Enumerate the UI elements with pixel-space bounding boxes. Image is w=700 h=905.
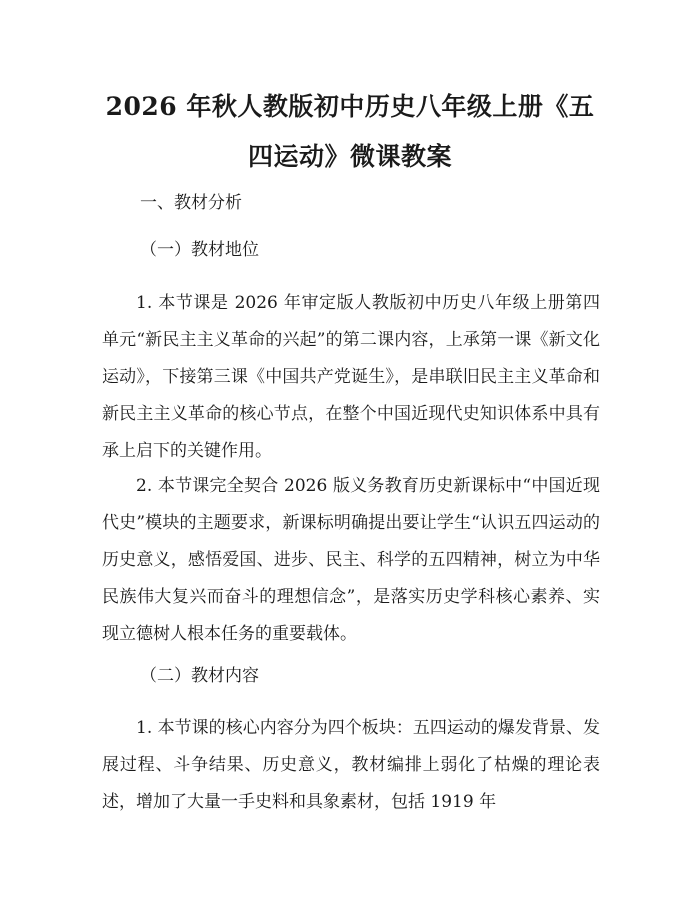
paragraph-textbook-position-1: 1. 本节课是 2026 年审定版人教版初中历史八年级上册第四单元“新民主主义革命的兴起”的第二课内容，上承第一课《新文化运动》，下接第三课《中国共产党诞生》，是串联旧民主主义革命和新民主主义革命的核心节点，在整个中国近现代史知识体系中具有承上启下的关键作用。 [102, 293, 600, 461]
subsection-heading-textbook-position: （一）教材地位 [140, 240, 259, 260]
paragraph-textbook-content-1: 1. 本节课的核心内容分为四个板块：五四运动的爆发背景、发展过程、斗争结果、历史意义，教材编排上弱化了枯燥的理论表述，增加了大量一手史料和具象素材，包括 1919 年 [102, 718, 600, 812]
section-heading-textbook-analysis: 一、教材分析 [140, 193, 242, 213]
paragraph-textbook-position-2: 2. 本节课完全契合 2026 版义务教育历史新课标中“中国近现代史”模块的主题要求，新课标明确提出要让学生“认识五四运动的历史意义，感悟爱国、进步、民主、科学的五四精神，树立为中华民族伟大复兴而奋斗的理想信念”，是落实历史学科核心素养、实现立德树人根本任务的重要载体。 [102, 476, 600, 644]
subsection-heading-textbook-content: （二）教材内容 [140, 666, 259, 686]
document-title: 2026 年秋人教版初中历史八年级上册《五四运动》微课教案 [105, 92, 595, 171]
